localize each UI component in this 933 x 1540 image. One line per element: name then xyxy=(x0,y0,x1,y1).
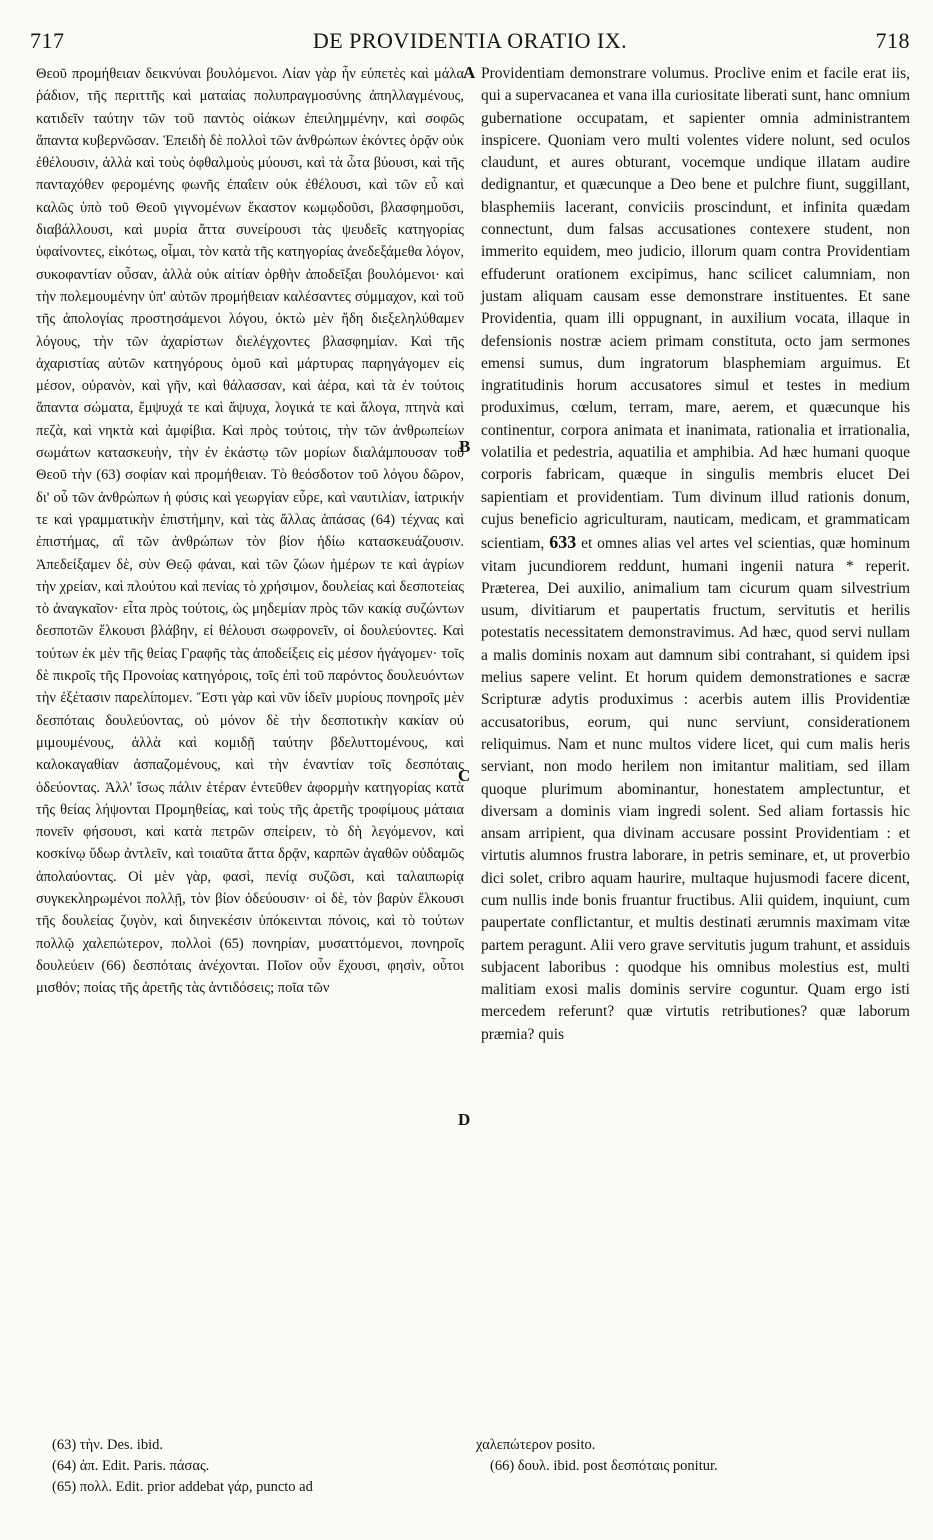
latin-text-part-1: Providentiam demonstrare volumus. Proclive enim et facile erat iis, qui a supervacanea et vana illa curiositate liberati sunt, hanc omnium gubernatione occupatam, et sapienter omnia administrantem inspicere. Quoniam vero multi volentes videre nolunt, sed oculos claudunt, et aures obturant, vocemque undique illatam audire dedignantur, et quæcunque a Deo bene et pulchre fiunt, suggillant, blasphemiis lacerant, conviciis proscindunt, et infinita quædam connectunt, dum falsas accusationes contexere student, non immerito equidem, meo judicio, illorum quam contra Providentiam effuderunt orationem excipimus, hanc scilicet calumniam, non justam aliquam causam esse demonstrare instituentes. Et sane Providentia, quam illi oppugnant, in auxilium vocata, illaque in defensionis nostræ aciem primam constituta, octo jam sermones emensi sumus, dum ingratorum blasphemiam arguimus. Et ingratitudinis horum accusatores simul et testes in medium produximus, cœlum, terram, mare, aerem, et quæcunque his continentur, corpora animata et inanimata, rationalia et irrationalia, volatilia et pedestria, aquatilia et amphibia. Ad hæc humani quoque corporis fabricam, quæque in singulis membris elucet Dei sapientiam et providentiam. Tum divinum illud rationis donum, cujus beneficio agriculturam, nauticam, medicam, et grammaticam scientiam, xyxy=(481,65,910,553)
footnote: (65) πολλ. Edit. prior addebat γάρ, puncto ad xyxy=(52,1479,313,1495)
greek-column xyxy=(36,63,464,1438)
page-number-right: 718 xyxy=(875,28,910,53)
latin-text xyxy=(481,63,910,1046)
footnote: (63) τὴν. Des. ibid. xyxy=(52,1437,163,1453)
latin-column xyxy=(481,63,910,1438)
section-marker-d: D xyxy=(458,1110,471,1129)
running-header xyxy=(30,28,910,58)
section-marker-b: B xyxy=(459,437,471,456)
footnotes-left xyxy=(52,1435,462,1498)
footnote-continuation: χαλεπώτερον posito. xyxy=(476,1437,596,1453)
column-number: 633 xyxy=(549,532,577,553)
section-marker-a: A xyxy=(463,63,476,82)
footnote: (64) ἁπ. Edit. Paris. πάσας. xyxy=(52,1458,210,1474)
latin-text-part-2: et omnes alias vel artes vel scientias, quæ hominum vitam jucundiorem reddunt, humani ingenii natura * reperit. Præterea, Dei auxilio, animalium tam cicurum quam silvestrium usum, divitiarum et paupertatis fructum, servitutis et herilis potestatis necessitatem demonstravimus. Ad hæc, quod servi nullam a malis dominis noxam aut damnum sibi contrahant, si quidem ipsi melius sapere velint. Et horum quidem demonstrationes e sacræ Scripturæ adytis produximus : acerbis autem illis Providentiæ accusatoribus, eorum, qui nunc serviunt, considerationem reliquimus. Nam et nunc multos videre licet, qui cum malis heris serviant, non modo herilem non imitantur malitiam, sed illam quoque plurimum abominantur, honestatem amplectuntur, et diversam a dominis viam ingredi solent. Sed aliam fortassis hic ansam arripient, qua divinam accusare possint Providentiam : et virtutis alumnos frustra laborare, in petris seminare, et, ut proverbio dici solet, cribro aquam haurire, multaque hujusmodi facere dicent, cum nullis inde bonis fruantur fructibus. Alii quidem, inquiunt, cum paupertate conflictantur, et multis destinati ærumnis maximam vitæ partem peragunt. Alii vero grave servitutis jugum trahunt, et assiduis subjacent laboribus : quodque his omnibus molestius est, multi malitiam exosi malis dominis servire coguntur. Quam ergo isti mercedem referunt? quæ virtutis retributiones? quæ laborum præmia? quis xyxy=(481,535,911,1043)
section-marker-c: C xyxy=(458,766,471,785)
page-number-left: 717 xyxy=(30,28,65,53)
greek-text: Θεοῦ προμήθειαν δεικνύναι βουλόμενοι. Λίαν γὰρ ἦν εὐπετὲς καὶ μάλα ῥάδιον, τῆς περιττῆς καὶ ματαίας πολυπραγμοσύνης ἀπηλλαγμένους, κατιδεῖν ταύτην τῶν τοῦ παντὸς οἰάκων ἐπειλημμένην, καὶ σοφῶς ἅπαντα κυβερνῶσαν. Ἐπειδὴ δὲ πολλοὶ τῶν ἀνθρώπων ἑκόντες ὁρᾷν οὐκ ἐθέλουσιν, ἀλλὰ καὶ τοὺς ὀφθαλμοὺς μύουσι, καὶ τὰ ὦτα βύουσι, καὶ τῆς πανταχόθεν φερομένης φωνῆς ἐπαΐειν οὐκ ἐθέλουσι, καὶ τῶν εὖ καὶ καλῶς ὑπὸ τοῦ Θεοῦ γιγνομένων ἕκαστον κωμῳδοῦσι, βλασφημοῦσι, διαβάλλουσι, καὶ μυρία ἄττα συνείρουσι τὰς ψευδεῖς κατηγορίας ὑφαίνοντες, εἰκότως, οἶμαι, τὸν κατὰ τῆς κατηγορίας ἀνεδεξάμεθα λόγον, συκοφαντίαν οὖσαν, ἀλλὰ οὐκ αἰτίαν ὀρθὴν ἀποδεῖξαι βουλόμενοι· καὶ τὴν πολεμουμένην ὑπ' αὐτῶν προμήθειαν καλέσαντες σύμμαχον, καὶ τοῦ τῆς ἀπολογίας προστησάμενοι λόγου, ὀκτὼ μὲν ἤδη διεξεληλύθαμεν λόγους, τὴν τῶν ἀχαρίστων διελέγχοντες βλασφημίαν. Καὶ τῆς ἀχαριστίας αὐτῶν κατηγόρους ὁμοῦ καὶ μάρτυρας παρηγάγομεν εἰς μέσον, οὐρανὸν, καὶ γῆν, καὶ θάλασσαν, καὶ ἀέρα, καὶ τὰ ἐν τούτοις ἅπαντα σώματα, ἔμψυχά τε καὶ ἄψυχα, λογικά τε καὶ ἄλογα, πτηνὰ καὶ πεζὰ, καὶ νηκτὰ καὶ ἀμφίβια. Καὶ πρὸς τούτοις, τὴν τῶν ἀνθρωπείων σωμάτων κατασκευὴν, τὴν ἐν ἑκάστῳ τῶν μορίων διαλάμπουσαν τοῦ Θεοῦ τὴν (63) σοφίαν καὶ προμήθειαν. Τὸ θεόσδοτον τοῦ λόγου δῶρον, δι' οὗ τῶν ἀνθρώπων ἡ φύσις καὶ γεωργίαν εὗρε, καὶ ναυτιλίαν, ἰατρικήν τε καὶ γραμματικὴν ἐπιστήμην, καὶ τὰς ἄλλας ἁπάσας (64) τέχνας καὶ ἐπιστήμας, αἳ τῶν ἀνθρώπων τὸν βίον ἡδίω κατασκευάζουσιν. Ἀπεδείξαμεν δὲ, σὺν Θεῷ φάναι, καὶ τῶν ζώων ἡμέρων τε καὶ ἀγρίων τὴν χρείαν, καὶ πλούτου καὶ πενίας τὸ χρήσιμον, δουλείας καὶ δεσποτείας τὸ ἀναγκαῖον· εἶτα πρὸς τούτοις, ὡς μηδεμίαν πρὸς τῶν κακίᾳ συζώντων δεσποτῶν ἔλκουσι βλάβην, εἰ θέλουσι σωφρονεῖν, οἱ δουλεύοντες. Καὶ τούτων ἐκ μὲν τῆς θείας Γραφῆς τὰς ἀποδείξεις εἰς μέσον ἠγάγομεν· τοῖς δὲ πικροῖς τῆς Προνοίας κατηγόροις, τοῖς ἐπὶ τοῦ παρόντος δουλευόντων τὴν ἐξέτασιν παρελίπομεν. Ἔστι γὰρ καὶ νῦν ἰδεῖν μυρίους πονηροῖς μὲν δεσπόταις δουλεύοντας, οὐ μόνον δὲ τὴν δεσποτικὴν κακίαν οὐ μιμουμένους, ἀλλὰ καὶ κομιδῇ ταύτην βδελυττομένους, καὶ καλοκαγαθίαν ἀσπαζομένους, καὶ τὴν ἐναντίαν τοῖς δεσπόταις ὁδεύοντας. Ἀλλ' ἴσως πάλιν ἑτέραν ἐντεῦθεν ἀφορμὴν κατηγορίας κατὰ τῆς θείας λήψονται Προμηθείας, καὶ τοὺς τῆς ἀρετῆς τροφίμους μάταια πονεῖν φήσουσι, καὶ κατὰ πετρῶν σπείρειν, τὸ δὴ λεγόμενον, καὶ κοσκίνῳ ὕδωρ ἀντλεῖν, καὶ τοιαῦτα ἄττα δρᾷν, καρπῶν ἀγαθῶν οὐδαμῶς ἀπολαύοντας. Οἱ μὲν γὰρ, φασὶ, πενίᾳ συζῶσι, καὶ ταλαιπωρίᾳ συγκεκληρωμένοι πολλῇ, τὸν βίον ὁδεύουσιν· οἱ δὲ, τὸν βαρὺν ἕλκουσι τῆς δουλείας ζυγὸν, καὶ διηνεκέσιν ὑπόκεινται πόνοις, καὶ τὸ τούτων πολλῷ χαλεπώτερον, πολλοὶ (65) πονηρίαν, μυσαττόμενοι, πονηροῖς δουλεύειν (66) δεσπόταις ἀνέχονται. Ποῖον οὖν ἔχουσι, φησὶν, οὗτοι μισθόν; ποίας τῆς ἀρετῆς τὰς ἀντιδόσεις; ποῖα τῶν xyxy=(36,66,464,997)
running-title: DE PROVIDENTIA ORATIO IX. xyxy=(312,28,628,53)
footnotes-right xyxy=(476,1435,910,1477)
footnote: (66) δουλ. ibid. post δεσπόταις ponitur. xyxy=(490,1458,718,1474)
